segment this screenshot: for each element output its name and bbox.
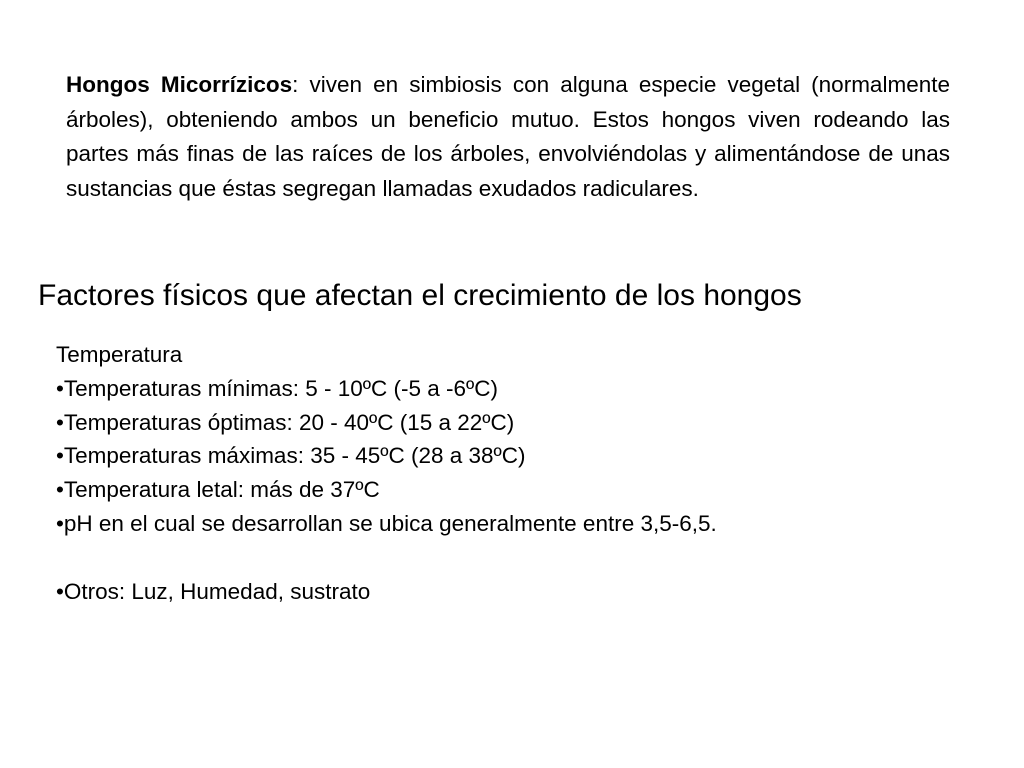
paragraph-text: : viven en simbiosis con alguna especie vegetal (normalmente árboles), obteniendo ambos un beneficio mutuo. Estos hongos viven rodeando las partes más finas de las raíces de los árboles, envolviéndolas y alimentándose de unas sustancias que éstas segregan llamadas exudados radiculares. <box>66 72 950 201</box>
list-item-other: •Otros: Luz, Humedad, sustrato <box>56 578 371 604</box>
list-title: Temperatura <box>56 342 183 367</box>
section-heading: Factores físicos que afectan el crecimiento de los hongos <box>38 279 802 312</box>
paragraph-term: Hongos Micorrízicos <box>66 72 293 97</box>
factors-list <box>56 338 768 608</box>
list-item: •Temperatura letal: más de 37ºC <box>56 477 380 503</box>
list-spacer <box>56 541 768 575</box>
list-item: •Temperaturas óptimas: 20 - 40ºC (15 a 22ºC) <box>56 409 515 435</box>
list-item: •pH en el cual se desarrollan se ubica generalmente entre 3,5-6,5. <box>56 510 717 536</box>
list-item: •Temperaturas máximas: 35 - 45ºC (28 a 38ºC) <box>56 443 526 469</box>
list-item: •Temperaturas mínimas: 5 - 10ºC (-5 a -6ºC) <box>56 375 498 401</box>
intro-paragraph <box>66 68 950 206</box>
